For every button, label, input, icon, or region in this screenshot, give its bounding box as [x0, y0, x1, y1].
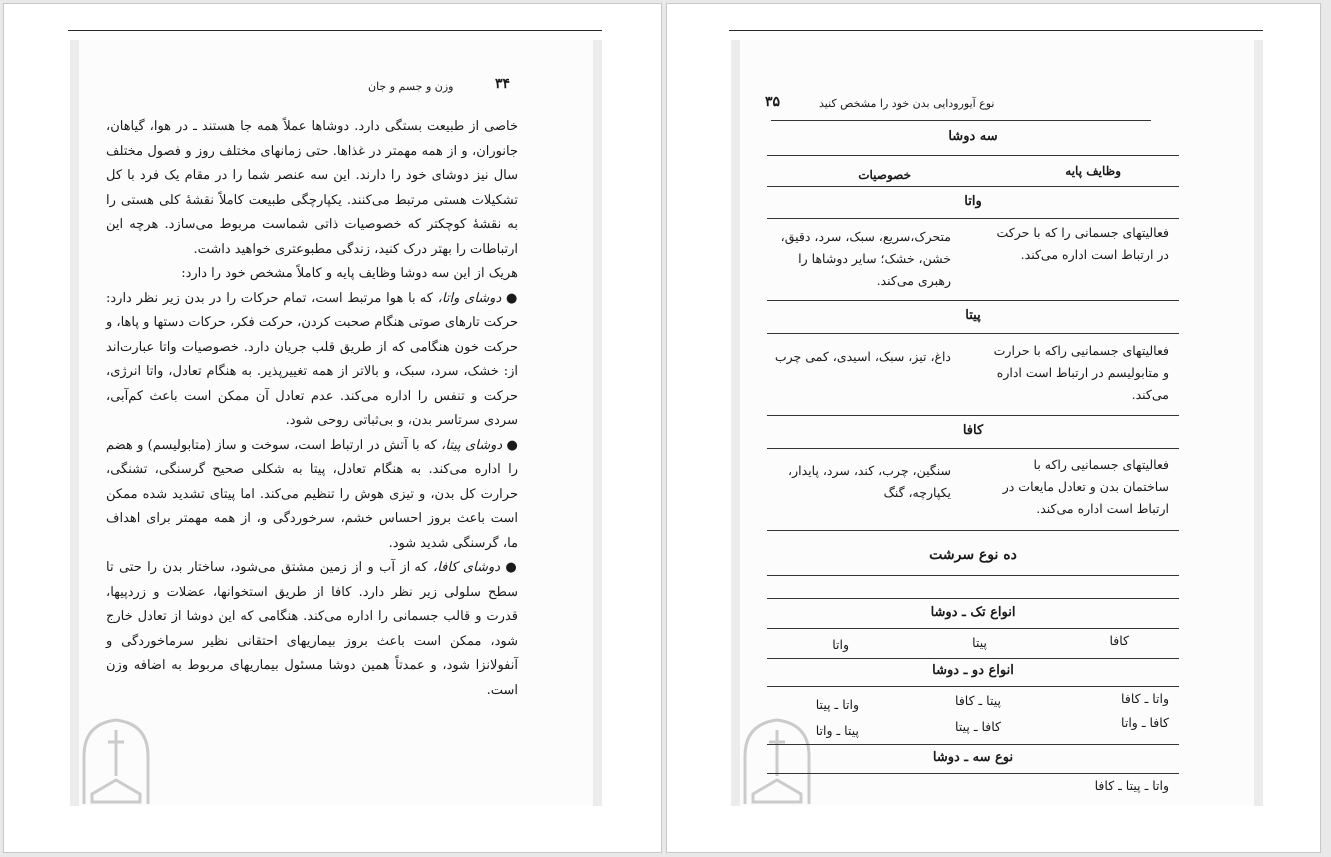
- dosha-traits: داغ، تیز، سبک، اسیدی، کمی چرب: [774, 349, 951, 364]
- top-rule: [68, 30, 602, 31]
- table-rule: [767, 628, 1179, 629]
- dosha-name-vata: واتا: [964, 194, 982, 209]
- table-rule: [767, 773, 1179, 774]
- bullet-text: که از آب و از زمین مشتق می‌شود، ساختار بدن را حتی تا سطح سلولی زیر نظر دارد. کافا از طریق استخوانها، عضلات و زردپیها، قدرت و قالب جسمانی را اداره می‌کند. هنگامی که این دوشا از تعادل خارج شود، ممکن است باعث بروز بیماریهای احتقانی نظیر سرماخوردگی و آنفولانزا شود، و عمدتاً همین دوشا مسئول بیماریهای مربوط به اضافه وزن است.: [106, 560, 518, 698]
- type-item: کافا: [1109, 633, 1129, 648]
- triple-dosha-title: نوع سه ـ دوشا: [932, 750, 1014, 765]
- bullet-title: دوشای واتا،: [437, 290, 502, 306]
- dosha-name-pitta: پیتا: [965, 308, 981, 323]
- table-rule: [767, 744, 1179, 745]
- scan-edge-right: [1254, 40, 1263, 806]
- body-text: [106, 115, 518, 703]
- doshas-table: [767, 120, 1179, 800]
- table-rule: [767, 686, 1179, 687]
- column-header-traits: خصوصیات: [858, 168, 911, 182]
- type-item: پیتا ـ کافا: [955, 693, 1001, 708]
- page-number: ۳۵: [765, 94, 781, 110]
- top-rule: [729, 30, 1263, 31]
- type-item: واتا ـ پیتا: [815, 697, 859, 712]
- library-logo-watermark: [76, 716, 156, 806]
- column-header-functions: وظایف پایه: [1065, 164, 1121, 178]
- table-rule: [767, 218, 1179, 219]
- table-rule: [767, 530, 1179, 531]
- dosha-function: فعالیتهای جسمانیی راکه با حرارت و متابولیسم در ارتباط است اداره می‌کند.: [993, 343, 1169, 402]
- double-dosha-title: انواع دو ـ دوشا: [932, 663, 1014, 678]
- table-rule: [767, 415, 1179, 416]
- type-item: واتا ـ کافا: [1121, 691, 1169, 706]
- bullet-title: دوشای کافا،: [433, 560, 501, 575]
- table-rule: [767, 448, 1179, 449]
- scan-edge-right: [593, 40, 602, 806]
- running-head: وزن و جسم و جان: [368, 80, 454, 93]
- table-rule: [767, 575, 1179, 576]
- bullet-text: که با هوا مرتبط است، تمام حرکات را در بدن زیر نظر دارد: حرکت تارهای صوتی هنگام صحبت کردن، حرکت فکر، حرکات دستها و پاها، و حرکت خون هنگامی که از طریق قلب جریان دارد. خصوصیات واتا عبارت‌اند از: خشک، سرد، سبک، و بالاتر از همه تغییرپذیر. به هنگام تعادل، واتا انرژی، حرکت و تنفس را اداره می‌کند. عدم تعادل آن ممکن است باعث کم‌آبی، سردی سرتاسر بدن، و بی‌ثباتی روحی شود.: [105, 290, 518, 428]
- type-item: کافا ـ پیتا: [955, 719, 1001, 734]
- type-item: پیتا: [972, 635, 987, 650]
- table-rule: [771, 120, 1151, 121]
- bullet-paragraph: ● دوشای کافا، که از آب و از زمین مشتق می‌شود، ساختار بدن را حتی تا سطح سلولی زیر نظر دارد. کافا از طریق استخوانها، عضلات و زردپیها، قدرت و قالب جسمانی را اداره می‌کند. هنگامی که این دوشا از تعادل خارج شود، ممکن است باعث بروز بیماریهای احتقانی نظیر سرماخوردگی و آنفولانزا شود، و عمدتاً همین دوشا مسئول بیماریهای مربوط به اضافه وزن است.: [106, 560, 519, 698]
- dosha-function: فعالیتهای جسمانیی راکه با ساختمان بدن و تعادل مایعات در ارتباط است اداره می‌کند.: [1002, 457, 1169, 516]
- page-number: ۳۴: [495, 76, 511, 92]
- dosha-function: فعالیتهای جسمانی را که با حرکت در ارتباط است اداره می‌کند.: [996, 225, 1169, 262]
- paragraph: خاصی از طبیعت بستگی دارد. دوشاها عملاً همه جا هستند ـ در هوا، گیاهان، جانوران، و از همه مهمتر در غذاها. حتی زمانهای مختلف روز و فصول مختلف سال نیز دوشای خود را دارند. این سه عنصر شما را در مقام یک فرد با کل تشکیلات هستی مرتبط می‌کنند. یکپارچگی طبیعت کاملاً نقشهٔ کلی هستی را به نقشهٔ کوچکتر که خصوصیات ذاتی شماست مربوط می‌سازد. هرچه این ارتباطات را بهتر درک کنید، زندگی مطبوعتری خواهید داشت.: [106, 119, 518, 257]
- table-rule: [767, 598, 1179, 599]
- bullet-paragraph: ● دوشای پیتا، که با آتش در ارتباط است، سوخت و ساز (متابولیسم) و هضم را اداره می‌کند. به هنگام تعادل، پیتا به شکلی صحیح گرسنگی، تشنگی، حرارت کل بدن، و تیزی هوش را تنظیم می‌کند. اما پیتای تشدید شده ممکن است باعث بروز احساس خشم، سرخوردگی و، از همه مهمتر برای اهداف ما، گرسنگی شدید شود.: [106, 437, 518, 551]
- type-item: پیتا ـ واتا: [815, 723, 859, 738]
- single-dosha-title: انواع تک ـ دوشا: [930, 605, 1016, 620]
- scan-edge-left: [731, 40, 740, 806]
- paragraph: هریک از این سه دوشا وظایف پایه و کاملاً مشخص خود را دارد:: [181, 266, 518, 281]
- table-rule: [767, 155, 1179, 156]
- scanned-page-area: [70, 40, 602, 806]
- table-title: سه دوشا: [948, 129, 998, 144]
- table-rule: [767, 333, 1179, 334]
- table-rule: [767, 658, 1179, 659]
- table-rule: [767, 300, 1179, 301]
- dosha-traits: متحرک،سریع، سبک، سرد، دقیق، خشن، خشک؛ سایر دوشاها را رهبری می‌کند.: [780, 229, 951, 288]
- scan-edge-left: [70, 40, 79, 806]
- section-title-ten-types: ده نوع سرشت: [929, 547, 1017, 563]
- dosha-traits: سنگین، چرب، کند، سرد، پایدار، یکپارچه، گنگ: [788, 463, 951, 500]
- bullet-title: دوشای پیتا،: [441, 437, 503, 453]
- table-rule: [767, 186, 1179, 187]
- type-item: واتا: [832, 637, 849, 652]
- right-page: [666, 3, 1321, 853]
- left-page: [3, 3, 662, 853]
- dosha-name-kapha: کافا: [962, 423, 984, 438]
- bullet-paragraph: ● دوشای واتا، که با هوا مرتبط است، تمام حرکات را در بدن زیر نظر دارد: حرکت تارهای صوتی هنگام صحبت کردن، حرکت فکر، حرکات دستها و پاها، و حرکت خون هنگامی که از طریق قلب جریان دارد. خصوصیات واتا عبارت‌اند از: خشک، سرد، سبک، و بالاتر از همه تغییرپذیر. به هنگام تعادل، واتا انرژی، حرکت و تنفس را اداره می‌کند. عدم تعادل آن ممکن است باعث کم‌آبی، سردی سرتاسر بدن، و بی‌ثباتی روحی شود.: [105, 290, 518, 428]
- scanned-page-area: [731, 40, 1263, 806]
- running-head: نوع آیورودایی بدن خود را مشخص کنید: [819, 97, 995, 110]
- type-item: کافا ـ واتا: [1121, 715, 1169, 730]
- library-logo-watermark: [737, 716, 817, 806]
- bullet-text: که با آتش در ارتباط است، سوخت و ساز (متابولیسم) و هضم را اداره می‌کند. به هنگام تعادل، پیتا به شکلی صحیح گرسنگی، تشنگی، حرارت کل بدن، و تیزی هوش را تنظیم می‌کند. اما پیتای تشدید شده ممکن است باعث بروز احساس خشم، سرخوردگی و، از همه مهمتر برای اهداف ما، گرسنگی شدید شود.: [106, 437, 518, 551]
- type-item: واتا ـ پیتا ـ کافا: [1094, 778, 1169, 793]
